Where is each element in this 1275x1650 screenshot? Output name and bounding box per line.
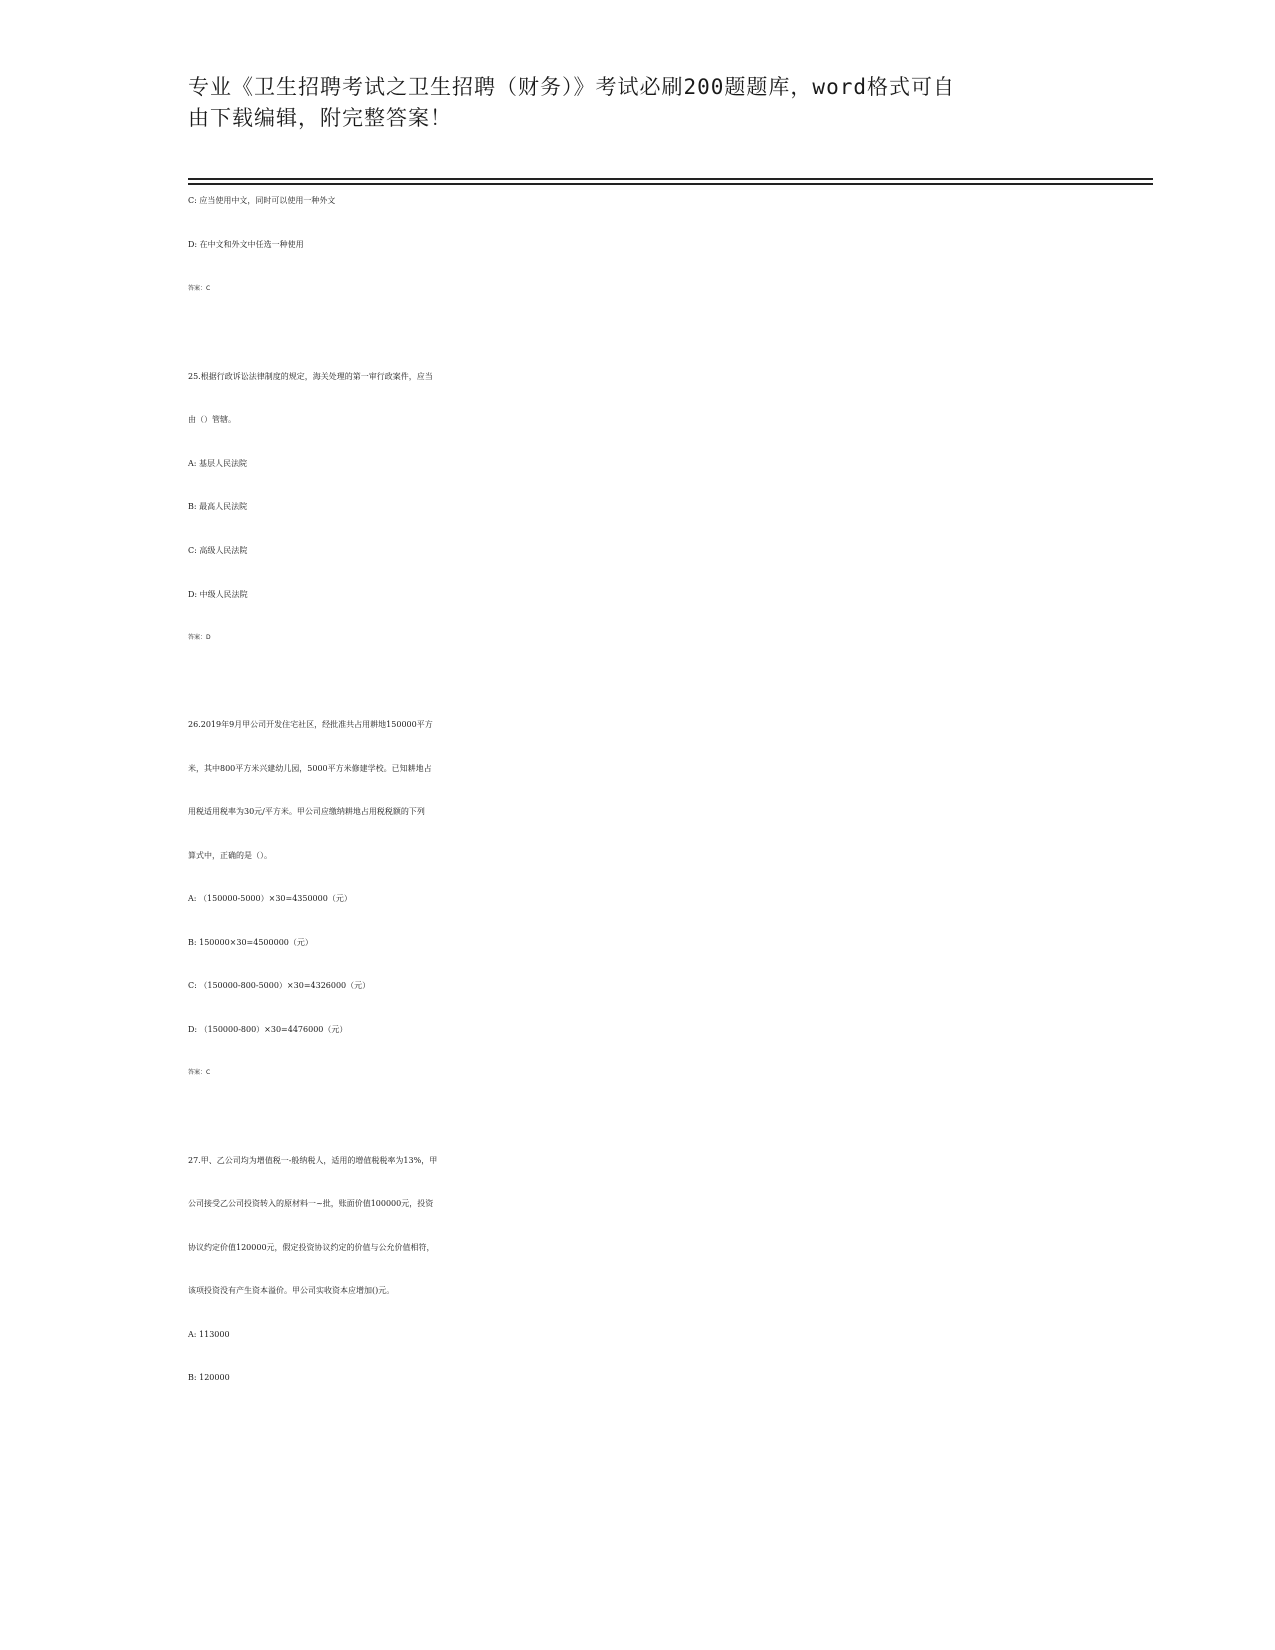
- q24-option-d: D: 在中文和外文中任选一种使用: [188, 240, 304, 249]
- q27-stem-line-1: 27.甲、乙公司均为增值税一-般纳税人，适用的增值税税率为13%，甲: [188, 1156, 438, 1165]
- q26-stem-line-3: 用税适用税率为30元/平方米。甲公司应缴纳耕地占用税税额的下列: [188, 807, 425, 816]
- q25-answer: 答案：D: [188, 634, 211, 641]
- q25-option-a: A: 基层人民法院: [188, 459, 248, 468]
- q26-stem-line-2: 米，其中800平方米兴建幼儿园，5000平方米修建学校。已知耕地占: [188, 764, 432, 773]
- q26-option-c: C: （150000-800-5000）×30=4326000（元）: [188, 981, 371, 990]
- header-rule-bottom: [188, 183, 1153, 185]
- q25-option-c: C: 高级人民法院: [188, 546, 248, 555]
- document-header: [188, 72, 1088, 134]
- q26-option-a: A: （150000-5000）×30=4350000（元）: [188, 894, 352, 903]
- q25-option-b: B: 最高人民法院: [188, 502, 248, 511]
- q26-stem-line-4: 算式中，正确的是（）。: [188, 851, 272, 860]
- q27-option-a: A: 113000: [188, 1330, 230, 1339]
- q26-option-b: B: 150000×30=4500000（元）: [188, 938, 313, 947]
- q25-option-d: D: 中级人民法院: [188, 590, 248, 599]
- q24-answer: 答案：C: [188, 285, 211, 292]
- q27-option-b: B: 120000: [188, 1373, 230, 1382]
- q25-stem-line-2: 由（）管辖。: [188, 415, 236, 424]
- q24-option-c: C: 应当使用中文，同时可以使用一种外文: [188, 196, 336, 205]
- header-line-2: 由下载编辑，附完整答案！: [188, 106, 452, 130]
- q27-stem-line-4: 该项投资没有产生资本溢价。甲公司实收资本应增加()元。: [188, 1286, 395, 1295]
- header-line-1: 专业《卫生招聘考试之卫生招聘（财务）》考试必刷200题题库，word格式可自: [188, 75, 955, 99]
- q26-answer: 答案：C: [188, 1069, 211, 1076]
- q26-option-d: D: （150000-800）×30=4476000（元）: [188, 1025, 348, 1034]
- q27-stem-line-2: 公司接受乙公司投资转入的原材料一~批，账面价值100000元，投资: [188, 1199, 434, 1208]
- q27-stem-line-3: 协议约定价值120000元，假定投资协议约定的价值与公允价值相符，: [188, 1243, 435, 1252]
- header-rule-top: [188, 178, 1153, 180]
- q25-stem-line-1: 25.根据行政诉讼法律制度的规定，海关处理的第一审行政案件，应当: [188, 372, 433, 381]
- q26-stem-line-1: 26.2019年9月甲公司开发住宅社区，经批准共占用耕地150000平方: [188, 720, 433, 729]
